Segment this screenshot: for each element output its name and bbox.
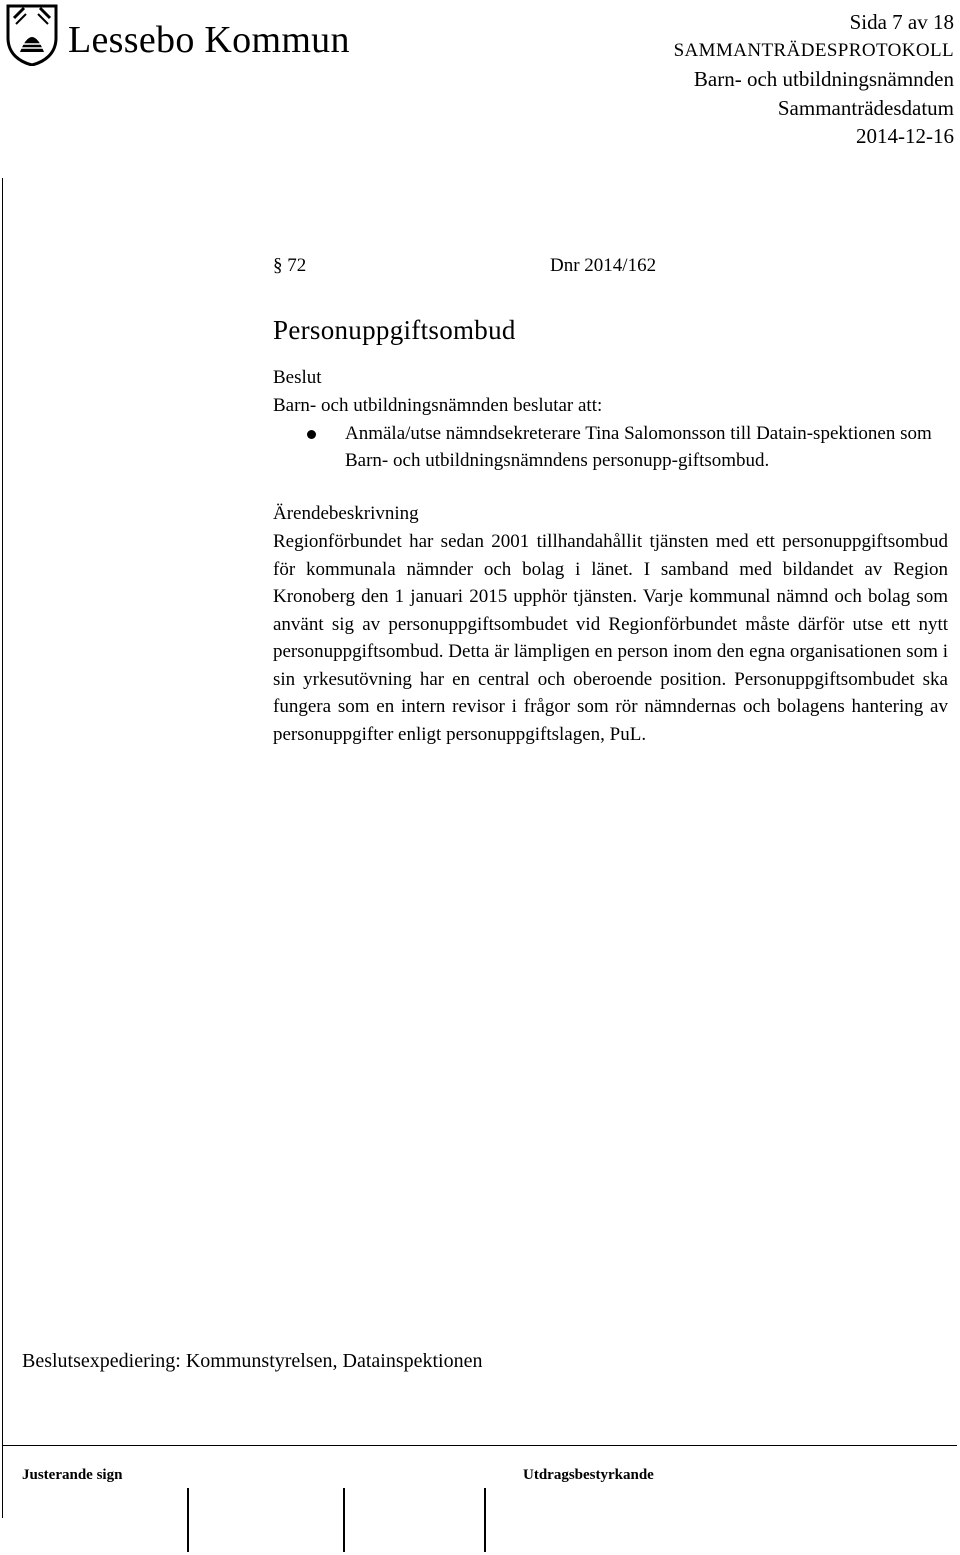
logo-text: Lessebo Kommun xyxy=(68,19,350,61)
decision-item xyxy=(345,420,955,474)
section-number-line xyxy=(273,255,953,289)
document-header xyxy=(674,8,954,151)
signature-box-divider xyxy=(484,1488,486,1552)
decision-label: Beslut xyxy=(273,367,322,388)
municipality-logo xyxy=(6,4,366,66)
document-type: SAMMANTRÄDESPROTOKOLL xyxy=(673,39,954,61)
signature-box-divider xyxy=(343,1488,345,1552)
decision-expedition: Beslutsexpediering: Kommunstyrelsen, Datainspektionen xyxy=(22,1350,483,1372)
section-number xyxy=(273,255,306,277)
paragraph-symbol: § xyxy=(273,255,283,276)
meeting-date-label: Sammanträdesdatum xyxy=(777,95,954,120)
page-number: Sida 7 av 18 xyxy=(849,10,954,34)
justerande-sign-label: Justerande sign xyxy=(22,1467,123,1483)
section-number-value: 72 xyxy=(287,255,307,276)
bullet-icon xyxy=(307,430,316,439)
utdragsbestyrkande-label: Utdragsbestyrkande xyxy=(523,1467,654,1483)
decision-item-text: Anmäla/utse nämndsekreterare Tina Salomonsson till Datain-spektionen som Barn- och utbildningsnämndens personupp-giftsombud. xyxy=(345,423,932,471)
footer-divider xyxy=(2,1445,957,1446)
decision-intro: Barn- och utbildningsnämnden beslutar att: xyxy=(273,395,603,416)
decision-list xyxy=(273,420,953,474)
meeting-date: 2014-12-16 xyxy=(856,124,954,148)
committee-name: Barn- och utbildningsnämnden xyxy=(693,67,954,91)
left-margin-line xyxy=(2,178,3,1518)
section-title: Personuppgiftsombud xyxy=(273,315,516,345)
protocol-section xyxy=(273,255,953,748)
description-text: Regionförbundet har sedan 2001 tillhandahållit tjänsten med ett personuppgiftsombud för kommunala nämnder och bolag i länet. I samband med bildandet av Region Kronoberg den 1 januari 2015 upphör tjänsten. Varje kommunal nämnd och bolag som använt sig av personuppgiftsombudet vid Regionförbundet måste därför utse ett nytt personuppgiftsombud. Detta är lämpligen en person inom den egna organisationen som i sin yrkesutövning har en central och oberoende position. Personuppgiftsombudet ska fungera som en intern revisor i frågor som rör nämndernas och bolagens hantering av personuppgifter enligt personuppgiftslagen, PuL. xyxy=(273,531,948,745)
coat-of-arms-icon xyxy=(6,4,58,66)
description-label: Ärendebeskrivning xyxy=(273,503,419,524)
signature-box-divider xyxy=(187,1488,189,1552)
diary-number: Dnr 2014/162 xyxy=(550,255,657,276)
